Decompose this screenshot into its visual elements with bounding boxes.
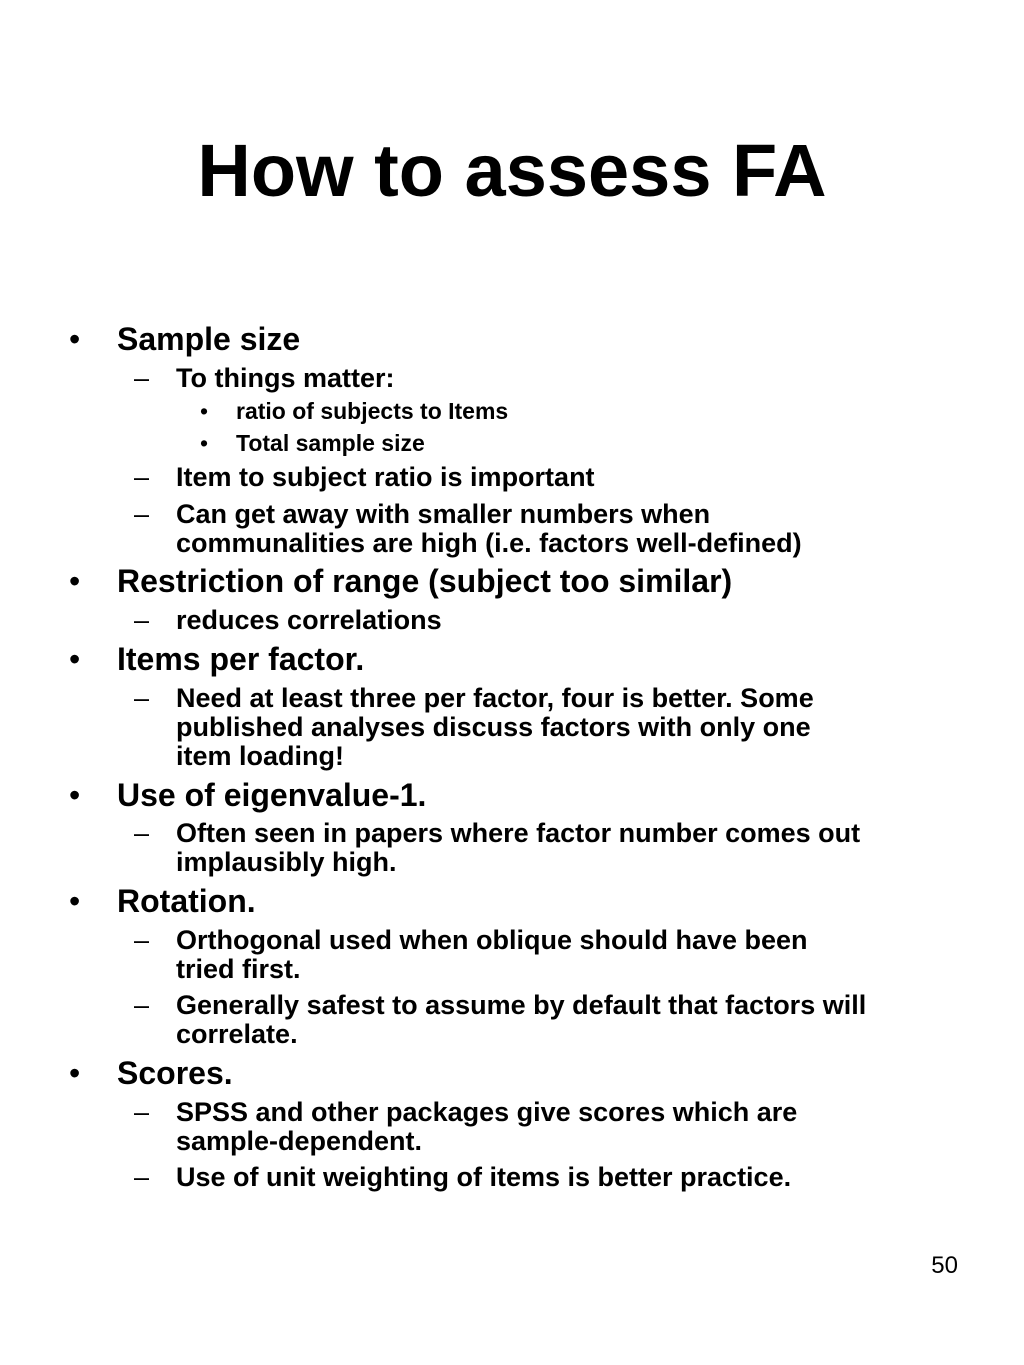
sub-bullet-text: Orthogonal used when oblique should have been (176, 925, 808, 955)
sub-bullet-need-three (134, 683, 814, 713)
sub-sub-bullet-text: ratio of subjects to Items (236, 398, 509, 424)
bullet-text: Items per factor. (117, 641, 365, 677)
sub-bullet-text: tried first. (176, 954, 301, 984)
dash-marker: – (134, 363, 150, 393)
sub-bullet-text: communalities are high (i.e. factors well-defined) (176, 528, 802, 558)
sub-bullet-smaller-numbers (134, 499, 711, 529)
dash-marker: – (134, 818, 150, 848)
sub-bullet-text: Often seen in papers where factor number comes out (176, 818, 861, 848)
bullet-eigenvalue (69, 777, 427, 813)
sub-bullet-text: sample-dependent. (176, 1126, 423, 1156)
sub-bullet-text: reduces correlations (176, 605, 442, 635)
dash-marker: – (134, 1097, 150, 1127)
dash-marker: – (134, 925, 150, 955)
sub-bullet-two-things (134, 363, 395, 393)
sub-bullet-continuation (176, 713, 811, 742)
sub-bullet-continuation (176, 1020, 298, 1049)
bullet-marker: • (69, 1055, 81, 1091)
sub-bullet-unit-weighting (134, 1162, 792, 1192)
sub-bullet-continuation (176, 742, 344, 771)
bullet-text: Scores. (117, 1055, 233, 1091)
sub-bullet-text: Can get away with smaller numbers when (176, 499, 711, 529)
bullet-marker: • (69, 321, 81, 357)
sub-bullet-orthogonal (134, 925, 808, 955)
sub-bullet-text: Use of unit weighting of items is better practice. (176, 1162, 792, 1192)
bullet-marker: • (69, 883, 81, 919)
sub-sub-bullet-total (200, 430, 425, 456)
bullet-text: Restriction of range (subject too similar) (117, 563, 733, 599)
dash-marker: – (134, 605, 150, 635)
dash-marker: – (134, 462, 150, 492)
bullet-marker: • (200, 430, 209, 456)
sub-bullet-text: implausibly high. (176, 847, 397, 877)
sub-bullet-often-seen (134, 818, 861, 848)
sub-bullet-text: Item to subject ratio is important (176, 462, 595, 492)
sub-bullet-continuation (176, 1127, 422, 1156)
sub-bullet-continuation (176, 529, 802, 558)
bullet-marker: • (69, 563, 81, 599)
bullet-marker: • (200, 398, 209, 424)
dash-marker: – (134, 990, 150, 1020)
bullet-scores (69, 1055, 233, 1091)
sub-bullet-text: item loading! (176, 741, 344, 771)
sub-bullet-continuation (176, 848, 397, 877)
sub-bullet-text: Need at least three per factor, four is better. Some (176, 683, 814, 713)
bullet-sample-size (69, 321, 301, 357)
sub-bullet-text: SPSS and other packages give scores which are (176, 1097, 798, 1127)
sub-sub-bullet-ratio (200, 398, 509, 424)
page-number: 50 (931, 1252, 958, 1279)
sub-bullet-reduces (134, 605, 442, 635)
sub-bullet-item-subject (134, 462, 595, 492)
sub-bullet-text: Generally safest to assume by default that factors will (176, 990, 867, 1020)
sub-bullet-spss (134, 1097, 798, 1127)
dash-marker: – (134, 499, 150, 529)
bullet-rotation (69, 883, 256, 919)
bullet-marker: • (69, 777, 81, 813)
bullet-marker: • (69, 641, 81, 677)
bullet-text: Use of eigenvalue-1. (117, 777, 427, 813)
bullet-restriction (69, 563, 733, 599)
sub-sub-bullet-text: Total sample size (236, 430, 425, 456)
dash-marker: – (134, 1162, 150, 1192)
sub-bullet-continuation (176, 955, 301, 984)
bullet-text: Rotation. (117, 883, 256, 919)
slide-title: How to assess FA (197, 129, 827, 212)
sub-bullet-text: published analyses discuss factors with only one (176, 712, 811, 742)
sub-bullet-text: correlate. (176, 1019, 298, 1049)
sub-bullet-generally-safest (134, 990, 867, 1020)
sub-bullet-text: To things matter: (176, 363, 395, 393)
dash-marker: – (134, 683, 150, 713)
bullet-items-per-factor (69, 641, 365, 677)
bullet-text: Sample size (117, 321, 301, 357)
